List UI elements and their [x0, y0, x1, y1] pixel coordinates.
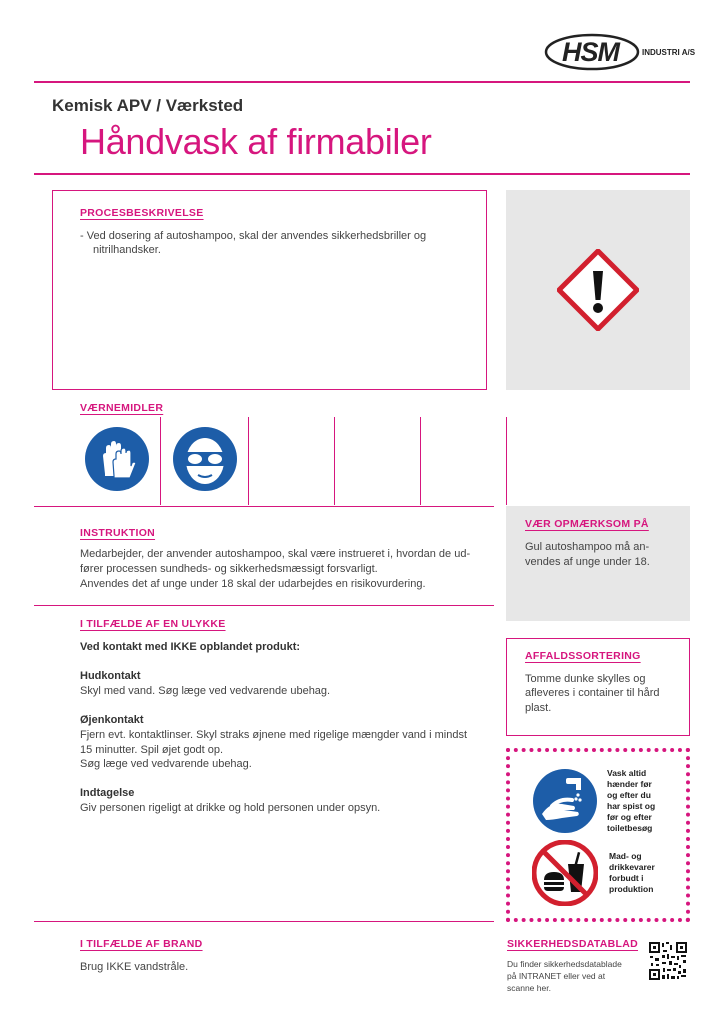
eye-contact-title: Øjenkontakt: [80, 714, 144, 726]
process-line-1: - Ved dosering af autoshampoo, skal der anvendes sikkerhedsbriller og: [80, 230, 427, 242]
hand-wash-text: [607, 768, 655, 834]
page-title: Håndvask af firmabiler: [80, 121, 432, 162]
accident-top-line: [34, 605, 494, 606]
no-food-drink-icon: [532, 840, 598, 906]
skin-contact-text: Skyl med vand. Søg læge ved vedvarende ubehag.: [80, 685, 331, 697]
sds-title: SIKKERHEDSDATABLAD: [507, 938, 639, 950]
hand-wash-icon: [532, 768, 598, 834]
no-food-text: [609, 851, 655, 895]
ppe-separator: [160, 417, 161, 505]
ppe-separator: [334, 417, 335, 505]
header-bottom-line: [34, 173, 690, 175]
hand-wash-line: hænder før: [607, 779, 652, 789]
process-line-2: nitrilhandsker.: [93, 244, 161, 256]
no-food-line: drikkevarer: [609, 862, 655, 872]
fire-top-line: [34, 921, 494, 922]
hand-wash-line: har spist og: [607, 801, 656, 811]
gloves-icon: [84, 426, 150, 492]
hand-wash-line: før og efter: [607, 812, 652, 822]
instruction-title: INSTRUKTION: [80, 527, 156, 539]
logo-suffix: INDUSTRI A/S: [642, 48, 696, 57]
attention-title: VÆR OPMÆRKSOM PÅ: [525, 518, 649, 530]
instruction-top-line: [34, 506, 494, 507]
fire-title: I TILFÆLDE AF BRAND: [80, 938, 203, 950]
instruction-line-2: fører processen sundheds- og sikkerhedsmæssigt forsvarligt.: [80, 563, 378, 575]
attention-line-2: vendes af unge under 18.: [525, 556, 650, 568]
waste-title: AFFALDSSORTERING: [525, 650, 641, 662]
no-food-line: Mad- og: [609, 851, 642, 861]
eye-contact-line-1: Fjern evt. kontaktlinser. Skyl straks øjnene med rigelige mængder vand i mindst: [80, 729, 467, 741]
ghs-exclamation-icon: [557, 249, 639, 331]
eye-contact-line-3: Søg læge ved vedvarende ubehag.: [80, 758, 252, 770]
svg-text:HSM: HSM: [562, 37, 619, 67]
sds-line: Du finder sikkerhedsdatablade: [507, 959, 622, 969]
eye-contact-line-2: 15 minutter. Spil øjet godt op.: [80, 744, 224, 756]
instruction-line-1: Medarbejder, der anvender autoshampoo, skal være instrueret i, hvordan de ud-: [80, 548, 471, 560]
hand-wash-line: toiletbesøg: [607, 823, 653, 833]
ppe-separator: [420, 417, 421, 505]
accident-subtitle: Ved kontakt med IKKE opblandet produkt:: [80, 641, 301, 653]
qr-code-icon[interactable]: [648, 941, 688, 981]
ppe-separator: [248, 417, 249, 505]
waste-line-3: plast.: [525, 702, 552, 714]
hand-wash-line: og efter du: [607, 790, 651, 800]
instruction-line-3: Anvendes det af unge under 18 skal der udarbejdes en risikovurdering.: [80, 578, 426, 590]
sds-text: [507, 958, 622, 994]
no-food-line: forbudt i: [609, 873, 644, 883]
sds-line: scanne her.: [507, 983, 551, 993]
skin-contact-title: Hudkontakt: [80, 670, 141, 682]
fire-text: Brug IKKE vandstråle.: [80, 961, 189, 973]
ppe-separator: [506, 417, 507, 505]
waste-line-2: afleveres i container til hård: [525, 687, 660, 699]
page-kicker: Kemisk APV / Værksted: [52, 96, 244, 115]
ppe-title: VÆRNEMIDLER: [80, 402, 164, 414]
attention-line-1: Gul autoshampoo må an-: [525, 541, 650, 553]
no-food-line: produktion: [609, 884, 654, 894]
accident-title: I TILFÆLDE AF EN ULYKKE: [80, 618, 226, 630]
process-title: PROCESBESKRIVELSE: [80, 207, 204, 219]
safety-goggles-icon: [172, 426, 238, 492]
ingestion-title: Indtagelse: [80, 787, 135, 799]
waste-line-1: Tomme dunke skylles og: [525, 673, 646, 685]
process-box: [52, 190, 487, 390]
header-top-line: [34, 81, 690, 83]
hand-wash-line: Vask altid: [607, 768, 647, 778]
sds-line: på INTRANET eller ved at: [507, 971, 606, 981]
company-logo: [544, 30, 694, 72]
ingestion-text: Giv personen rigeligt at drikke og hold personen under opsyn.: [80, 802, 381, 814]
